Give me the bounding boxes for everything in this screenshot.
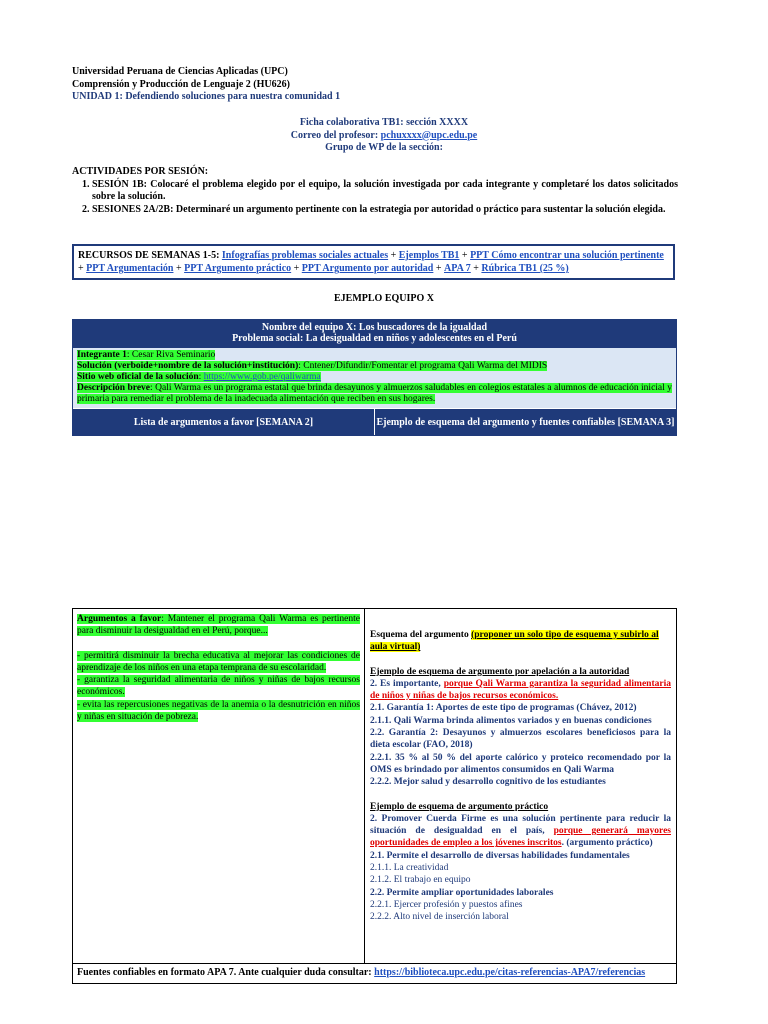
team-table (72, 319, 677, 436)
spacer (370, 654, 671, 666)
website-sep: : (198, 372, 204, 382)
ficha-block (0, 117, 768, 155)
argument-bullet-text: - evita las repercusiones negativas de la anemia o la desnutrición en niños y niñas en situación de pobreza. (77, 699, 360, 723)
argument-bullet (77, 699, 360, 724)
team-table-header (73, 320, 676, 347)
solucion-label: Solución (verboide+nombre de la solución+institución) (77, 361, 299, 371)
separator: + (388, 250, 399, 261)
spacer (370, 789, 671, 801)
activities-list (72, 179, 678, 217)
professor-email-line (0, 130, 768, 143)
schema-note: (proponer un solo tipo de esquema y subirlo al aula virtual) (370, 630, 659, 653)
separator: + (78, 263, 87, 274)
resource-link-ppt-autoridad[interactable]: PPT Argumento por autoridad (301, 263, 434, 274)
argument-bullet-text: - permitirá disminuir la brecha educativa al mejorar las condiciones de aprendizaje de los niños en una etapa temprana de su escolaridad. (77, 650, 360, 673)
description-row (77, 383, 672, 405)
resource-link-ppt-solucion[interactable]: PPT Cómo encontrar una solución pertinente (470, 250, 664, 261)
column-arguments-week2: Lista de argumentos a favor [SEMANA 2] (73, 409, 375, 435)
website-row (77, 372, 672, 383)
practico-line: 2.1.1. La creatividad (370, 863, 449, 874)
example-team-title: EJEMPLO EQUIPO X (333, 293, 434, 304)
resource-link-ppt-practico[interactable]: PPT Argumento práctico (184, 263, 292, 274)
autoridad-title: Ejemplo de esquema de argumento por apelación a la autoridad (370, 666, 630, 677)
arguments-table (72, 608, 677, 984)
solucion-row (77, 361, 672, 372)
resources-box (72, 244, 675, 280)
column-schema-week3: Ejemplo de esquema del argumento y fuentes confiables [SEMANA 3] (376, 416, 675, 428)
resource-link-rubrica[interactable]: Rúbrica TB1 (25 %) (481, 263, 569, 274)
resource-link-apa7[interactable]: APA 7 (444, 263, 471, 274)
schema-cell (365, 609, 676, 963)
practico-line: 2.2. Permite ampliar oportunidades laborales (370, 887, 554, 898)
activity-item: 2. SESIONES 2A/2B: Determinaré un argumento pertinente con la estrategia por autoridad o práctico para sustentar la solución elegida. (92, 204, 678, 217)
resource-link-ejemplos[interactable]: Ejemplos TB1 (398, 250, 460, 261)
favor-intro-text: : Mantener el programa Qali Warma es pertinente para disminuir la desigualdad en el Perú, porque... (77, 614, 360, 637)
website-label: Sitio web oficial de la solución (77, 372, 199, 382)
activity-item: 1. SESIÓN 1B: Colocaré el problema elegido por el equipo, la solución investigada por cada integrante y completaré los datos solicitados sobre la solución. (92, 179, 678, 204)
spacer (77, 638, 360, 650)
schema-label: Esquema del argumento (370, 630, 472, 640)
apa7-library-link[interactable]: https://biblioteca.upc.edu.pe/citas-referencias-APA7/referencias (374, 967, 646, 978)
autoridad-line: 2.1.1. Qali Warma brinda alimentos variados y en buenas condiciones (370, 715, 652, 726)
email-label: Correo del profesor: (290, 129, 381, 141)
professor-email-link[interactable]: pchuxxxx@upc.edu.pe (380, 129, 478, 141)
practico-claim-b: porque generará mayores oportunidades de empleo a los jóvenes inscritos (370, 826, 671, 849)
ficha-title: Ficha colaborativa TB1: sección XXXX (299, 117, 469, 128)
course-name: Comprensión y Producción de Lenguaje 2 (HU626) (72, 78, 290, 90)
sources-text: Fuentes confiables en formato APA 7. Ante cualquier duda consultar: (77, 967, 375, 978)
autoridad-claim-a: 2. Es importante, (370, 678, 444, 689)
practico-title: Ejemplo de esquema de argumento práctico (370, 801, 549, 812)
argument-bullet (77, 674, 360, 699)
practico-line: 2.2.1. Ejercer profesión y puestos afines (370, 899, 523, 910)
autoridad-line: 2.2.1. 35 % al 50 % del aporte calórico y proteico recomendado por la OMS es brindado por alimentos consumidos en Qali Warma (370, 752, 671, 775)
separator: + (470, 263, 482, 274)
social-problem: Problema social: La desigualdad en niños y adolescentes en el Perú (232, 333, 517, 344)
practico-line: 2.1.2. El trabajo en equipo (370, 875, 471, 886)
practico-line: 2.2.2. Alto nivel de inserción laboral (370, 912, 509, 923)
team-columns-header (73, 408, 676, 435)
sources-footer (73, 963, 676, 983)
university-name: Universidad Peruana de Ciencias Aplicadas (UPC) (72, 66, 288, 77)
activities-section (72, 166, 678, 216)
separator: + (433, 263, 445, 274)
autoridad-line: 2.1. Garantía 1: Aportes de este tipo de programas (Chávez, 2012) (370, 703, 637, 714)
separator: + (291, 263, 302, 274)
autoridad-line: 2.2. Garantía 2: Desayunos y almuerzos escolares beneficiosos para la dieta escolar (FAO, 2018) (370, 728, 671, 751)
practico-line: 2.1. Permite el desarrollo de diversas habilidades fundamentales (370, 850, 630, 861)
resource-link-ppt-argumentacion[interactable]: PPT Argumentación (86, 263, 174, 274)
website-link[interactable]: https://www.gob.pe/qaliwarma (203, 372, 321, 382)
solucion-value: : Cntener/Difundir/Fomentar el programa Qali Warma del MIDIS (298, 361, 548, 371)
team-name: Nombre del equipo X: Los buscadores de la igualdad (261, 322, 488, 333)
argument-bullet-text: - garantiza la seguridad alimentaria de niños y niñas de bajos recursos económicos. (77, 675, 360, 698)
autoridad-claim-b: porque Qali Warma garantiza la seguridad alimentaria de niños y niñas de bajos recursos económicos. (370, 678, 671, 702)
favor-label: Argumentos a favor (77, 614, 162, 624)
integrante-label: Integrante 1 (77, 350, 127, 360)
activities-title: ACTIVIDADES POR SESIÓN: (72, 166, 209, 177)
schema-label-line (370, 629, 671, 654)
argument-bullet (77, 650, 360, 675)
practico-claim-a: 2. Promover Cuerda Firme es una solución pertinente para reducir la situación de desigualdad en el país, (370, 813, 671, 837)
wp-group: Grupo de WP de la sección: (325, 142, 443, 153)
practico-claim (370, 813, 671, 850)
document-header (72, 66, 340, 104)
practico-claim-c: . (argumento práctico) (561, 838, 653, 849)
description-value: : Qali Warma es un programa estatal que brinda desayunos y almuerzos saludables en colegios estatales a alumnos de educación inicial y primaria para remediar el problema de la inadecuada alimentación que reciben en sus hogares. (77, 383, 672, 404)
separator: + (459, 250, 471, 261)
unit-title: UNIDAD 1: Defendiendo soluciones para nuestra comunidad 1 (72, 91, 341, 102)
integrante-value: : Cesar Riva Seminario (126, 350, 216, 360)
description-label: Descripción breve (77, 383, 150, 393)
autoridad-line: 2.2.2. Mejor salud y desarrollo cognitivo de los estudiantes (370, 777, 606, 788)
favor-intro (77, 613, 360, 638)
arguments-favor-cell (73, 609, 365, 963)
team-info (73, 347, 676, 408)
resource-link-infografias[interactable]: Infografías problemas sociales actuales (221, 250, 389, 261)
autoridad-claim (370, 678, 671, 703)
resources-label: RECURSOS DE SEMANAS 1-5: (78, 250, 222, 261)
integrante-row (77, 350, 672, 361)
separator: + (173, 263, 185, 274)
